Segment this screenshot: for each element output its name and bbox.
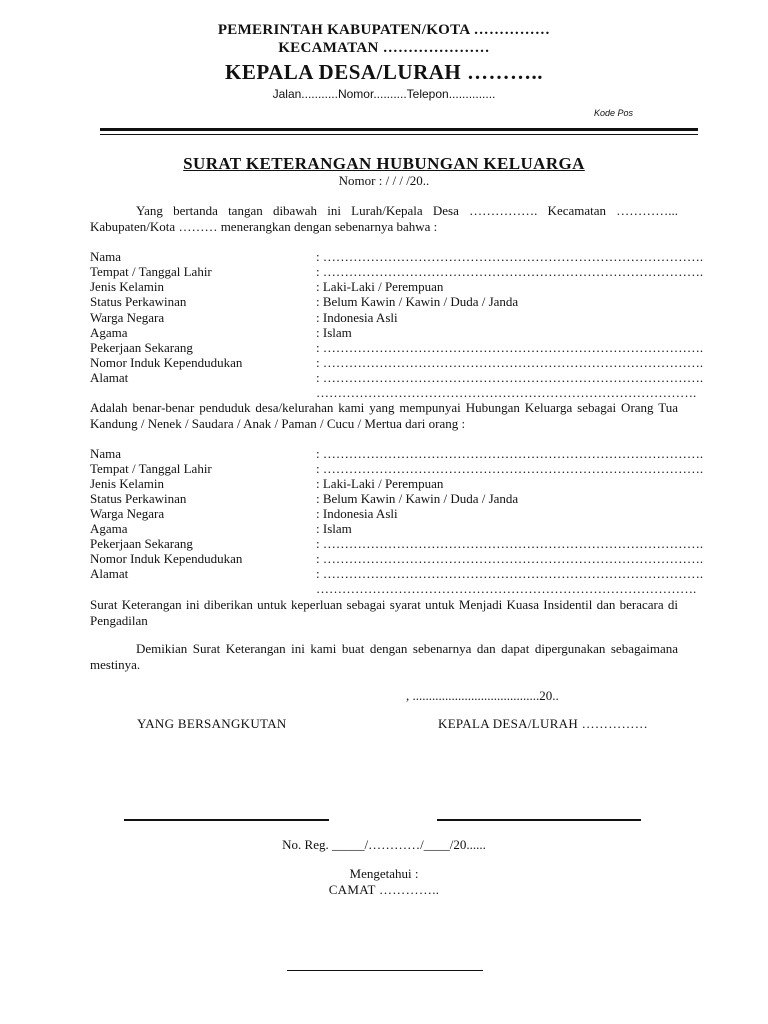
p2-value-address: : ……………………………………………………………………………. bbox=[316, 566, 704, 581]
p2-value-address-cont: ……………………………………………………………………………. bbox=[316, 581, 697, 596]
p2-value-citizenship: : Indonesia Asli bbox=[316, 506, 398, 521]
acknowledged-label: Mengetahui : bbox=[349, 866, 419, 881]
header-village-head: KEPALA DESA/LURAH ……….. bbox=[225, 60, 543, 84]
p2-label-nik: Nomor Induk Kependudukan bbox=[90, 551, 243, 566]
signature-line-camat bbox=[287, 970, 483, 971]
p1-value-occupation: : ……………………………………………………………………………. bbox=[316, 340, 704, 355]
p1-value-citizenship: : Indonesia Asli bbox=[316, 310, 398, 325]
p1-label-marital: Status Perkawinan bbox=[90, 294, 187, 309]
p1-value-marital: : Belum Kawin / Kawin / Duda / Janda bbox=[316, 294, 519, 309]
p2-label-address: Alamat bbox=[90, 566, 129, 581]
p2-label-citizenship: Warga Negara bbox=[90, 506, 165, 521]
signature-line-right bbox=[437, 819, 641, 821]
p1-value-religion: : Islam bbox=[316, 325, 352, 340]
p1-label-gender: Jenis Kelamin bbox=[90, 279, 165, 294]
camat-label: CAMAT ………….. bbox=[328, 882, 440, 897]
p2-value-occupation: : ……………………………………………………………………………. bbox=[316, 536, 704, 551]
date-place: , .......................................20.. bbox=[406, 688, 559, 703]
p1-label-occupation: Pekerjaan Sekarang bbox=[90, 340, 193, 355]
relationship-paragraph: Adalah benar-benar penduduk desa/kelurahan kami yang mempunyai Hubungan Keluarga sebagai Orang Tua Kandung / Nenek / Saudara / Anak / Paman / Cucu / Mertua dari orang : bbox=[90, 400, 678, 431]
p2-value-name: : ……………………………………………………………………………. bbox=[316, 446, 704, 461]
closing-paragraph: Demikian Surat Keterangan ini kami buat dengan sebenarnya dan dapat dipergunakan sebagaimana mestinya. bbox=[90, 641, 678, 672]
p2-value-marital: : Belum Kawin / Kawin / Duda / Janda bbox=[316, 491, 519, 506]
header-district: KECAMATAN ………………… bbox=[278, 40, 490, 56]
p1-value-address-cont: ……………………………………………………………………………. bbox=[316, 385, 697, 400]
p2-label-religion: Agama bbox=[90, 521, 128, 536]
p1-label-religion: Agama bbox=[90, 325, 128, 340]
document-title: SURAT KETERANGAN HUBUNGAN KELUARGA bbox=[183, 154, 585, 173]
p2-label-marital: Status Perkawinan bbox=[90, 491, 187, 506]
header-postal-code: Kode Pos bbox=[594, 108, 634, 118]
p2-label-gender: Jenis Kelamin bbox=[90, 476, 165, 491]
signatory-right-label: KEPALA DESA/LURAH …………… bbox=[438, 716, 649, 731]
p1-label-address: Alamat bbox=[90, 370, 129, 385]
p2-label-occupation: Pekerjaan Sekarang bbox=[90, 536, 193, 551]
header-address: Jalan...........Nomor..........Telepon.............. bbox=[272, 87, 496, 101]
header-government: PEMERINTAH KABUPATEN/KOTA …………… bbox=[217, 22, 551, 38]
p1-label-name: Nama bbox=[90, 249, 122, 264]
document-number: Nomor : / / / /20.. bbox=[338, 173, 430, 188]
intro-paragraph: Yang bertanda tangan dibawah ini Lurah/Kepala Desa ……………. Kecamatan …………... Kabupaten/Kota ……… menerangkan dengan sebenarnya bahwa : bbox=[90, 203, 678, 234]
p1-value-nik: : ……………………………………………………………………………. bbox=[316, 355, 704, 370]
signatory-left-label: YANG BERSANGKUTAN bbox=[137, 716, 287, 731]
p1-value-address: : ……………………………………………………………………………. bbox=[316, 370, 704, 385]
p1-label-nik: Nomor Induk Kependudukan bbox=[90, 355, 243, 370]
p2-label-name: Nama bbox=[90, 446, 122, 461]
p1-label-citizenship: Warga Negara bbox=[90, 310, 165, 325]
header-divider-thin bbox=[100, 134, 698, 135]
p1-value-name: : ……………………………………………………………………………. bbox=[316, 249, 704, 264]
p2-value-gender: : Laki-Laki / Perempuan bbox=[316, 476, 444, 491]
purpose-paragraph: Surat Keterangan ini diberikan untuk keperluan sebagai syarat untuk Menjadi Kuasa Insidentil dan beracara di Pengadilan bbox=[90, 597, 678, 628]
signature-line-left bbox=[124, 819, 329, 821]
header-divider-thick bbox=[100, 128, 698, 131]
p2-value-birth: : ……………………………………………………………………………. bbox=[316, 461, 704, 476]
p2-label-birth: Tempat / Tanggal Lahir bbox=[90, 461, 212, 476]
registration-number: No. Reg. _____/…………/____/20...... bbox=[282, 837, 486, 852]
p1-value-gender: : Laki-Laki / Perempuan bbox=[316, 279, 444, 294]
p2-value-nik: : ……………………………………………………………………………. bbox=[316, 551, 704, 566]
p1-value-birth: : ……………………………………………………………………………. bbox=[316, 264, 704, 279]
p1-label-birth: Tempat / Tanggal Lahir bbox=[90, 264, 212, 279]
p2-value-religion: : Islam bbox=[316, 521, 352, 536]
